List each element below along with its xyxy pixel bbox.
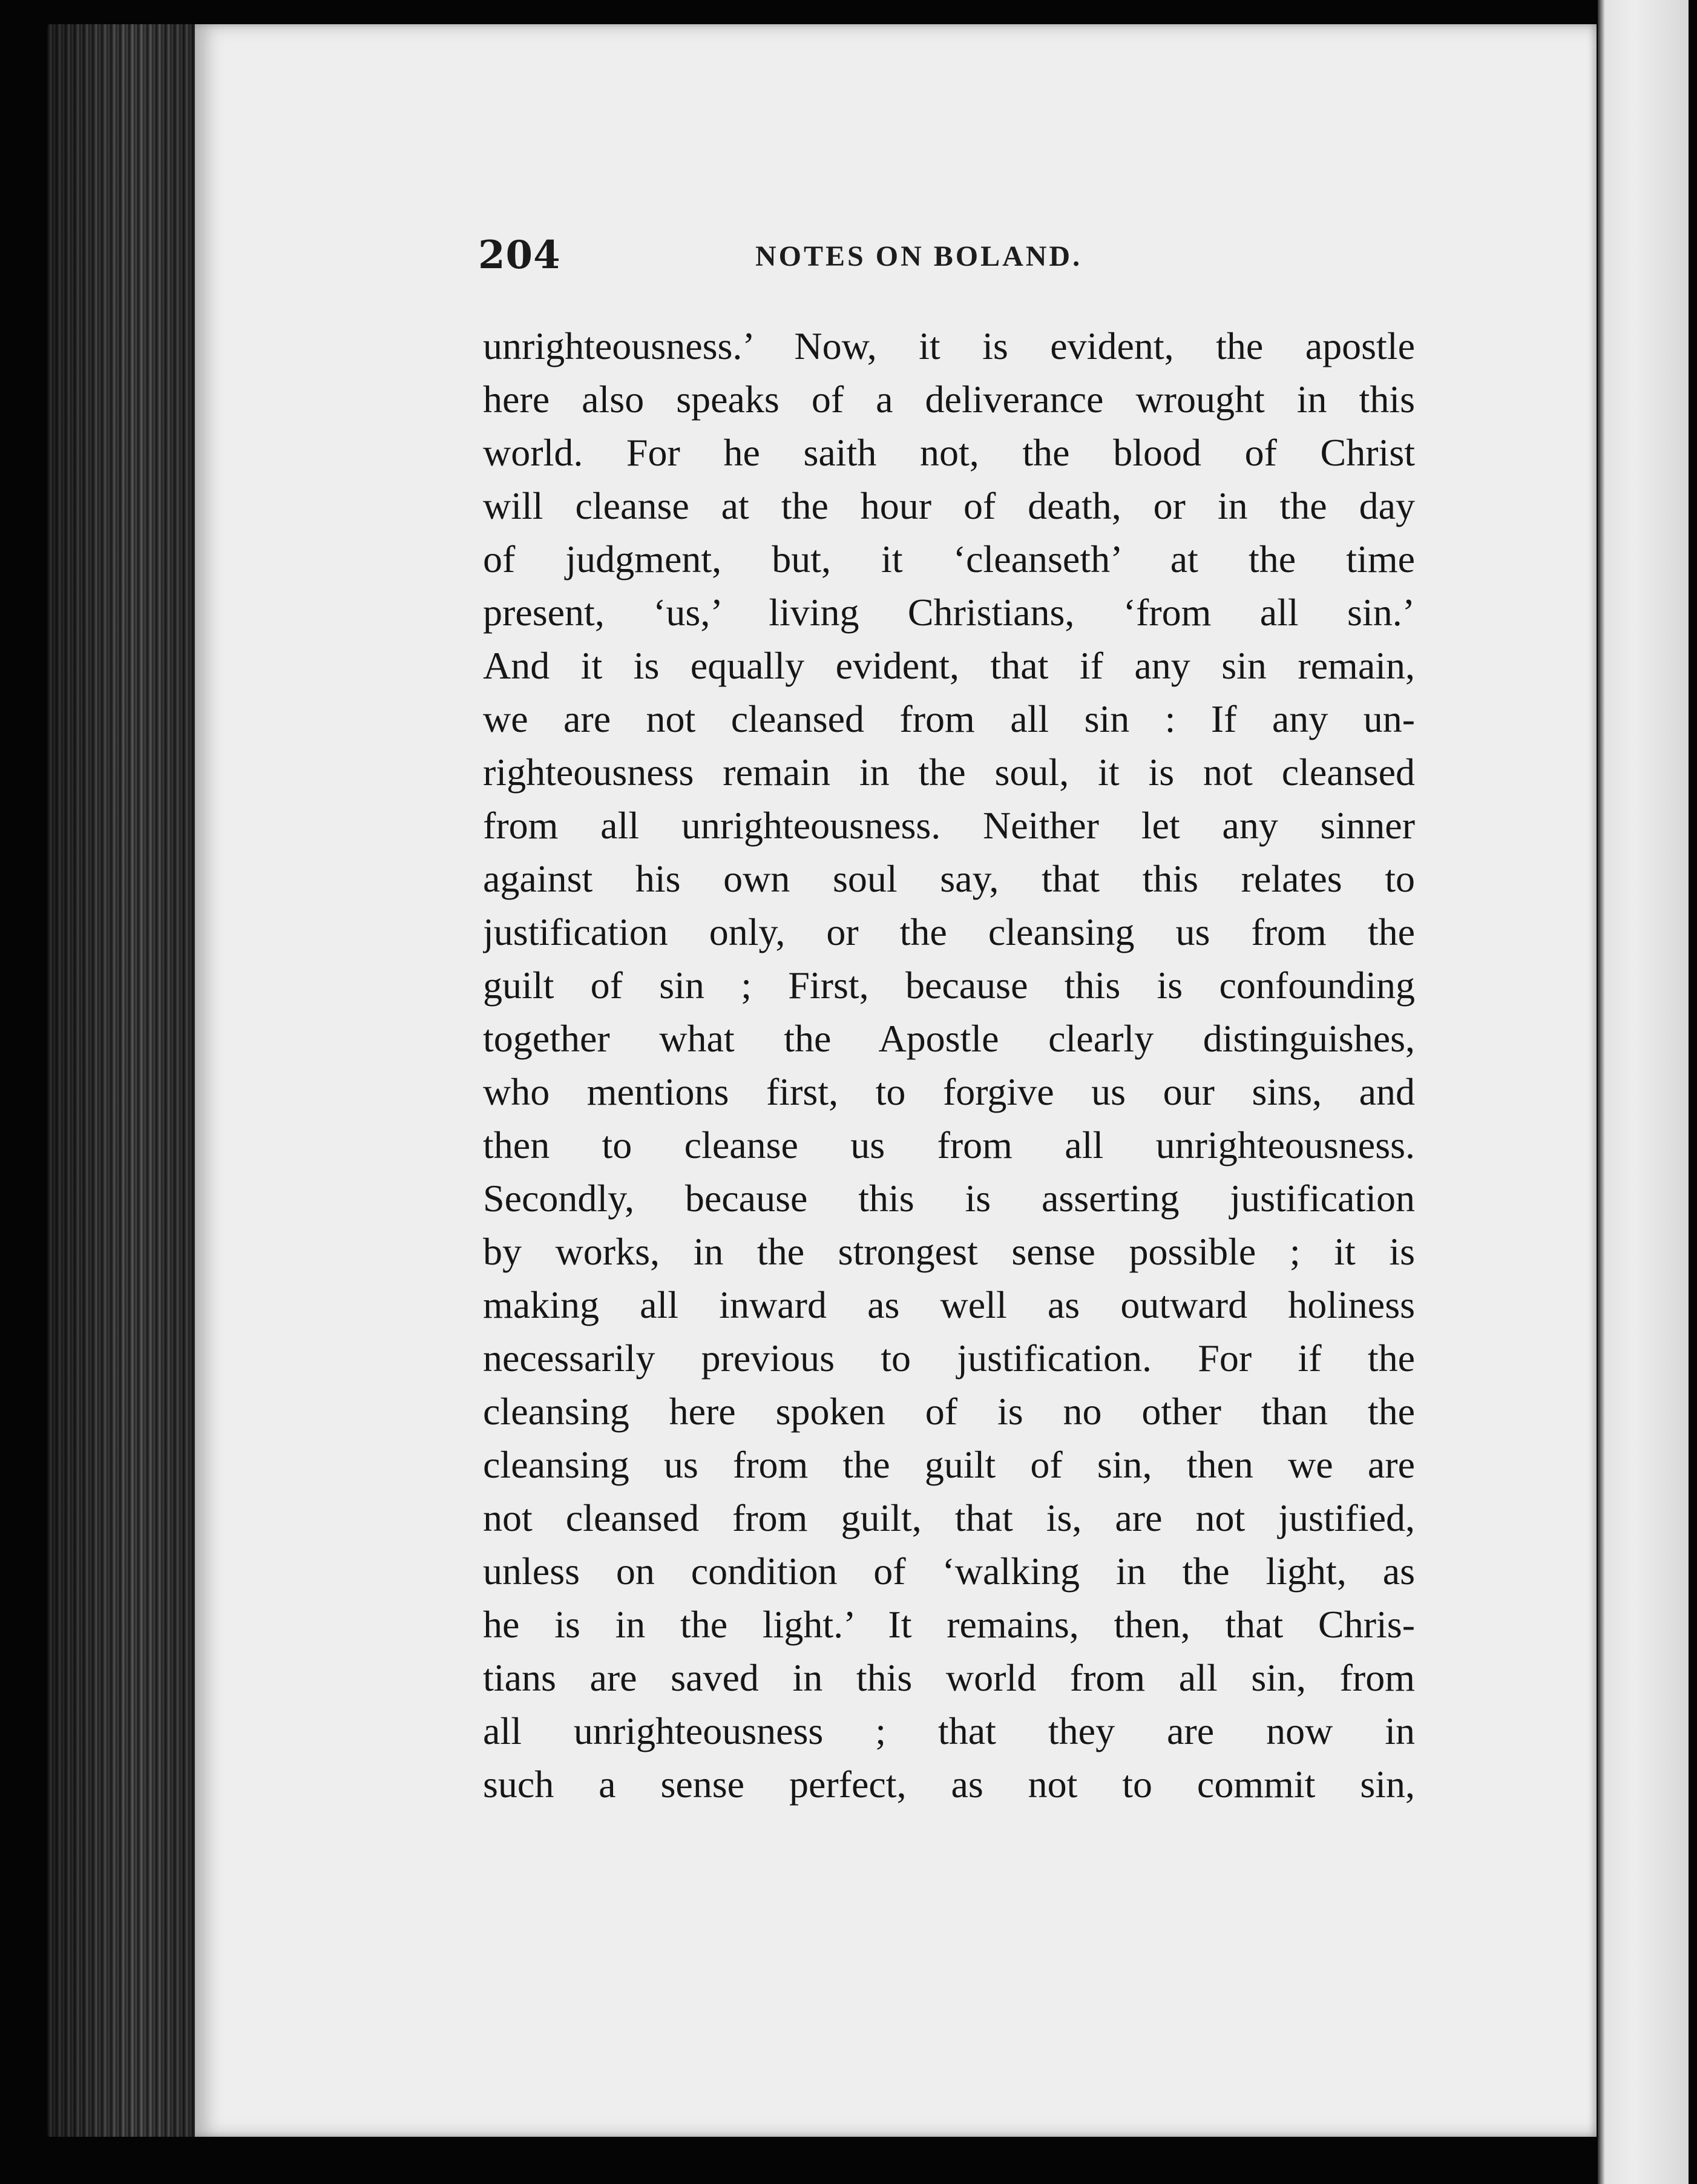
- page-number: 204: [478, 232, 561, 278]
- running-title: NOTES ON BOLAND.: [755, 240, 1083, 272]
- text-line: unless on condition of ‘walking in the light, as: [483, 1550, 1415, 1593]
- text-line: tians are saved in this world from all sin, from: [483, 1656, 1415, 1699]
- text-line: by works, in the strongest sense possible ; it is: [483, 1230, 1415, 1273]
- page-edges-shadow: [47, 24, 211, 2137]
- running-head: [478, 232, 1434, 287]
- text-line: making all inward as well as outward holiness: [483, 1283, 1415, 1326]
- text-line: cleansing here spoken of is no other than the: [483, 1390, 1415, 1433]
- text-line: guilt of sin ; First, because this is confounding: [483, 964, 1415, 1007]
- text-line: he is in the light.’ It remains, then, that Chris-: [483, 1603, 1415, 1646]
- text-line: here also speaks of a deliverance wrought in this: [483, 378, 1415, 421]
- text-line: justification only, or the cleansing us from the: [483, 910, 1415, 953]
- text-line: righteousness remain in the soul, it is not cleansed: [483, 751, 1415, 794]
- text-line: cleansing us from the guilt of sin, then we are: [483, 1443, 1415, 1486]
- text-line: of judgment, but, it ‘cleanseth’ at the time: [483, 538, 1415, 581]
- text-line: then to cleanse us from all unrighteousness.: [483, 1123, 1415, 1166]
- text-line: not cleansed from guilt, that is, are not justified,: [483, 1496, 1415, 1539]
- text-line: will cleanse at the hour of death, or in the day: [483, 484, 1415, 527]
- text-line: necessarily previous to justification. For if the: [483, 1337, 1415, 1380]
- text-line: And it is equally evident, that if any sin remain,: [483, 644, 1415, 687]
- text-line: present, ‘us,’ living Christians, ‘from all sin.’: [483, 591, 1415, 634]
- text-line: who mentions first, to forgive us our sins, and: [483, 1070, 1415, 1113]
- text-line: such a sense perfect, as not to commit sin,: [483, 1763, 1415, 1806]
- text-line: world. For he saith not, the blood of Christ: [483, 431, 1415, 474]
- text-line: from all unrighteousness. Neither let any sinner: [483, 804, 1415, 847]
- text-line: against his own soul say, that this relates to: [483, 857, 1415, 900]
- text-line: all unrighteousness ; that they are now in: [483, 1709, 1415, 1752]
- text-line: together what the Apostle clearly distinguishes,: [483, 1017, 1415, 1060]
- adjacent-page-strip: [1598, 0, 1689, 2184]
- text-line: unrighteousness.’ Now, it is evident, the apostle: [483, 324, 1415, 367]
- text-line: Secondly, because this is asserting justification: [483, 1177, 1415, 1220]
- text-line: we are not cleansed from all sin : If any un-: [483, 697, 1415, 740]
- body-text: [483, 320, 1415, 1811]
